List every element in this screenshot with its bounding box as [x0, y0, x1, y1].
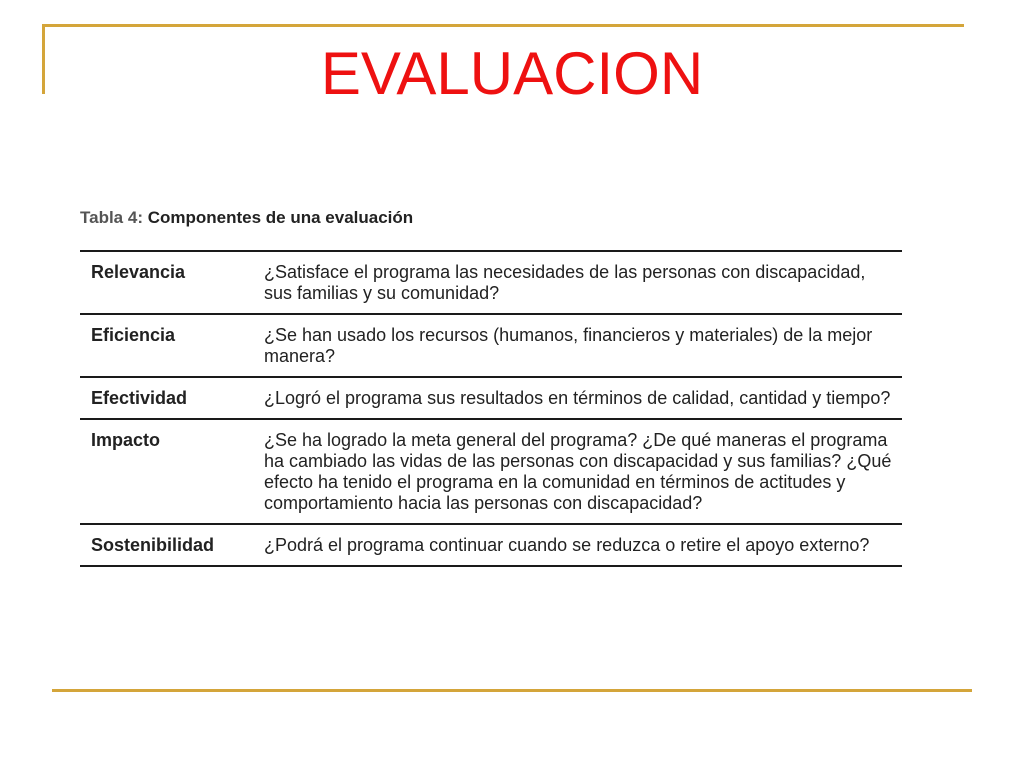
table-row [80, 524, 902, 566]
row-term: Sostenibilidad [80, 524, 253, 566]
row-question: ¿Satisface el programa las necesidades de las personas con discapacidad, sus familias y su comunidad? [253, 251, 902, 314]
frame-bottom-rule [52, 689, 972, 692]
row-term: Eficiencia [80, 314, 253, 377]
row-term: Impacto [80, 419, 253, 524]
table-row [80, 377, 902, 419]
slide-title: EVALUACION [320, 40, 704, 107]
row-term: Relevancia [80, 251, 253, 314]
table-caption [80, 208, 413, 228]
caption-label: Tabla 4: [80, 208, 143, 227]
row-question: ¿Se ha logrado la meta general del programa? ¿De qué maneras el programa ha cambiado las vidas de las personas con discapacidad y sus familias? ¿Qué efecto ha tenido el programa en la comunidad en términos de actitudes y comportamiento hacia las personas con discapacidad? [253, 419, 902, 524]
row-term: Efectividad [80, 377, 253, 419]
table-row [80, 419, 902, 524]
table-row [80, 251, 902, 314]
row-question: ¿Podrá el programa continuar cuando se reduzca o retire el apoyo externo? [253, 524, 902, 566]
row-question: ¿Logró el programa sus resultados en términos de calidad, cantidad y tiempo? [253, 377, 902, 419]
frame-top-rule [42, 24, 964, 27]
evaluation-table [80, 250, 902, 567]
table-row [80, 314, 902, 377]
row-question: ¿Se han usado los recursos (humanos, financieros y materiales) de la mejor manera? [253, 314, 902, 377]
caption-text: Componentes de una evaluación [147, 208, 414, 227]
